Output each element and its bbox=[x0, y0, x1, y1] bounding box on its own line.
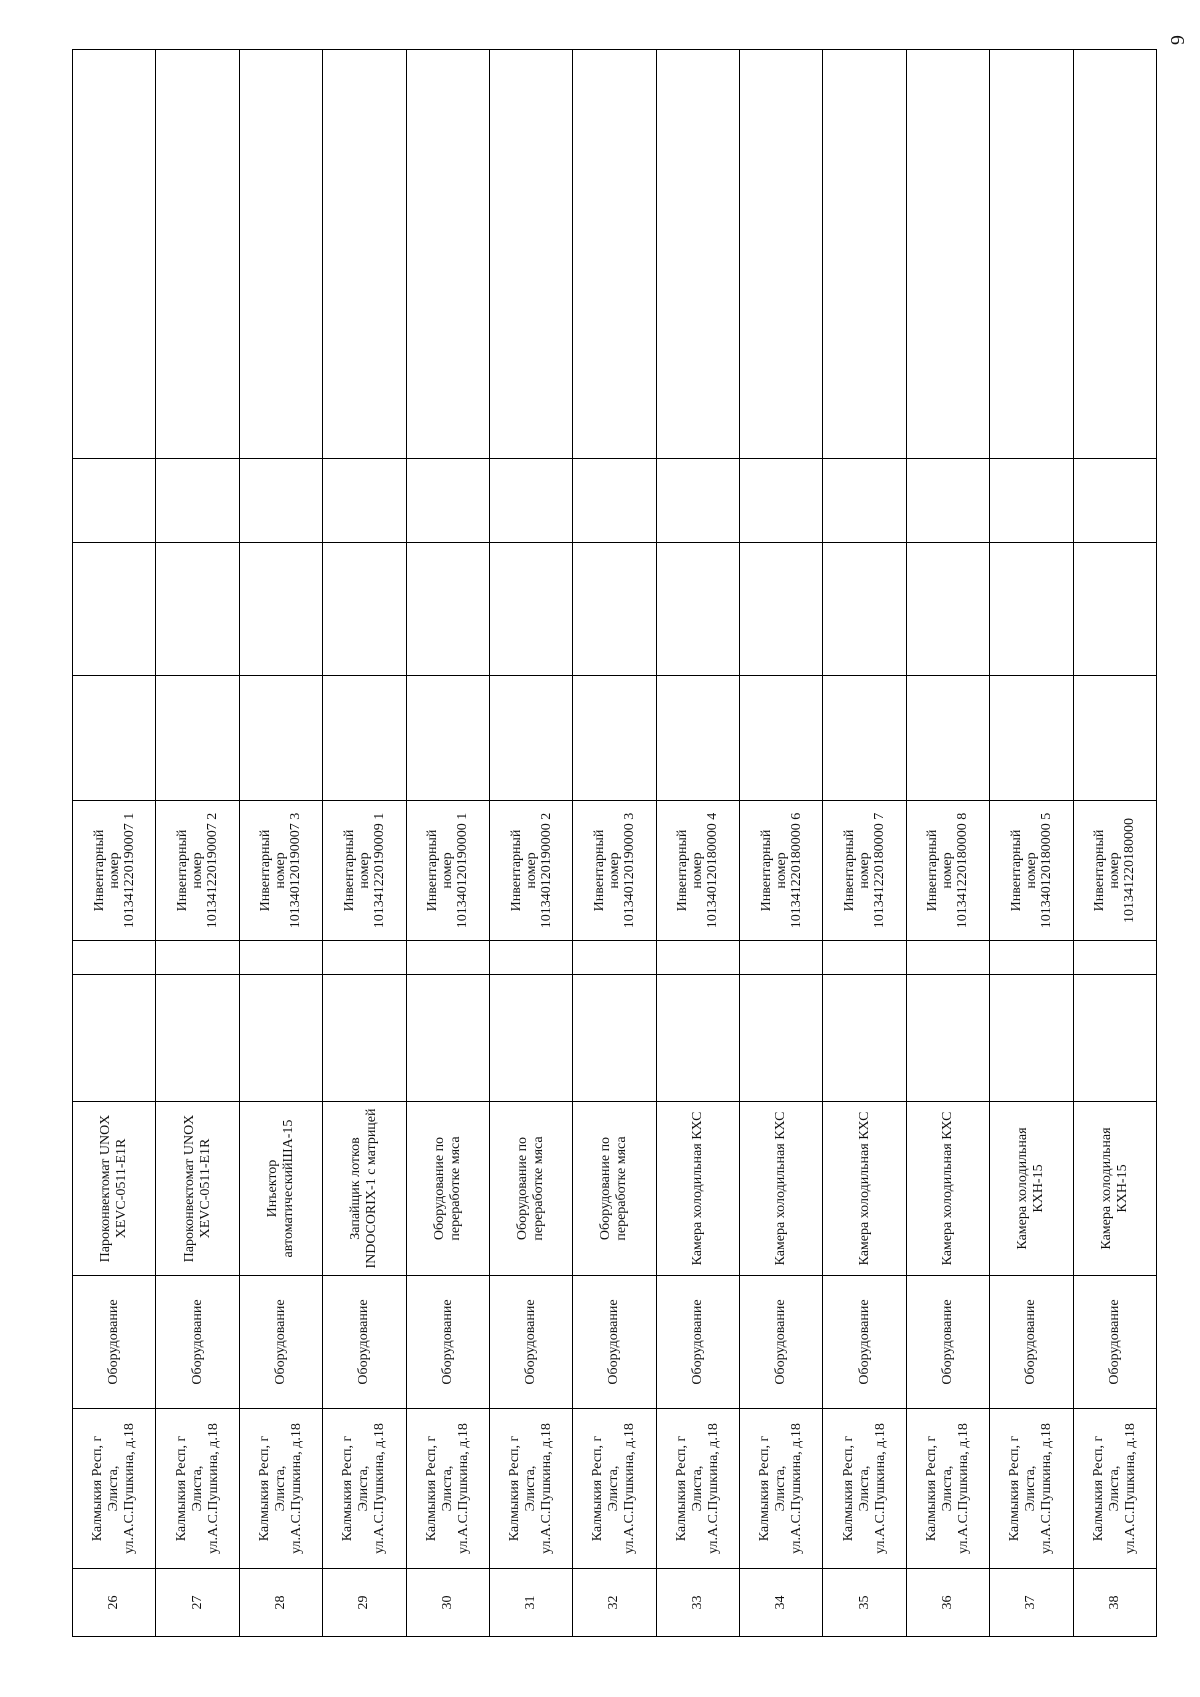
empty-cell bbox=[406, 975, 489, 1102]
empty-cell bbox=[823, 543, 906, 676]
empty-cell bbox=[489, 543, 572, 676]
row-number: 28 bbox=[272, 1595, 288, 1610]
inventory-code: 101341220190009 1 bbox=[371, 812, 387, 929]
empty-cell bbox=[906, 975, 989, 1102]
empty-cell bbox=[1073, 50, 1157, 459]
asset-name-cell bbox=[73, 1102, 156, 1276]
address-line-street: ул.А.С.Пушкина, д.18 bbox=[455, 1423, 471, 1554]
inventory-word: номер bbox=[857, 852, 873, 889]
address-line-city: Элиста, bbox=[1106, 1465, 1122, 1512]
asset-name: Камера холодильная КХН-15 bbox=[1098, 1127, 1130, 1250]
empty-cell bbox=[990, 676, 1073, 801]
table-body bbox=[73, 50, 1157, 1637]
inventory-number-cell bbox=[740, 801, 823, 941]
table-row bbox=[239, 50, 322, 1637]
inventory-number-cell bbox=[323, 801, 406, 941]
asset-type: Оборудование bbox=[856, 1299, 872, 1385]
address-line-region: Калмыкия Респ, г bbox=[590, 1435, 606, 1542]
empty-cell bbox=[323, 676, 406, 801]
inventory-word: номер bbox=[440, 852, 456, 889]
address-line-city: Элиста, bbox=[773, 1465, 789, 1512]
empty-cell bbox=[406, 459, 489, 543]
row-number: 33 bbox=[689, 1595, 705, 1610]
table-row bbox=[906, 50, 989, 1637]
row-number: 32 bbox=[606, 1595, 622, 1610]
address-cell bbox=[1073, 1409, 1157, 1569]
empty-cell bbox=[656, 975, 739, 1102]
address-cell bbox=[73, 1409, 156, 1569]
address-line-city: Элиста, bbox=[106, 1465, 122, 1512]
row-number-cell bbox=[1073, 1569, 1157, 1637]
empty-cell bbox=[73, 941, 156, 975]
inventory-label: Инвентарный bbox=[91, 829, 107, 912]
empty-cell bbox=[156, 543, 239, 676]
table-row bbox=[990, 50, 1073, 1637]
empty-cell bbox=[489, 941, 572, 975]
empty-cell bbox=[239, 975, 322, 1102]
address-line-region: Калмыкия Респ, г bbox=[923, 1435, 939, 1542]
inventory-word: номер bbox=[1107, 852, 1123, 889]
asset-type: Оборудование bbox=[606, 1299, 622, 1385]
row-number-cell bbox=[990, 1569, 1073, 1637]
inventory-number-cell bbox=[73, 801, 156, 941]
row-number-cell bbox=[823, 1569, 906, 1637]
asset-name: Инъектор автоматическийША-15 bbox=[264, 1119, 296, 1258]
address-line-city: Элиста, bbox=[856, 1465, 872, 1512]
address-line-region: Калмыкия Респ, г bbox=[757, 1435, 773, 1542]
empty-cell bbox=[406, 941, 489, 975]
inventory-number-cell bbox=[239, 801, 322, 941]
table-row bbox=[823, 50, 906, 1637]
asset-name: Оборудование по переработке мяса bbox=[598, 1136, 630, 1241]
inventory-number-cell bbox=[406, 801, 489, 941]
address-line-region: Калмыкия Респ, г bbox=[423, 1435, 439, 1542]
asset-type: Оборудование bbox=[523, 1299, 539, 1385]
empty-cell bbox=[823, 941, 906, 975]
table-row bbox=[73, 50, 156, 1637]
inventory-label: Инвентарный bbox=[842, 829, 858, 912]
asset-type-cell bbox=[1073, 1276, 1157, 1409]
address-line-street: ул.А.С.Пушкина, д.18 bbox=[1122, 1423, 1138, 1554]
table-row bbox=[573, 50, 656, 1637]
address-cell bbox=[573, 1409, 656, 1569]
asset-type-cell bbox=[740, 1276, 823, 1409]
empty-cell bbox=[573, 50, 656, 459]
inventory-word: номер bbox=[606, 852, 622, 889]
table-row bbox=[656, 50, 739, 1637]
address-line-region: Калмыкия Респ, г bbox=[507, 1435, 523, 1542]
row-number-cell bbox=[906, 1569, 989, 1637]
inventory-code: 101341220180000 8 bbox=[955, 812, 971, 929]
asset-type-cell bbox=[990, 1276, 1073, 1409]
asset-name: Камера холодильная КХС bbox=[856, 1111, 872, 1266]
inventory-table bbox=[72, 49, 1157, 1637]
address-line-city: Элиста, bbox=[1023, 1465, 1039, 1512]
inventory-word: номер bbox=[773, 852, 789, 889]
asset-name: Пароконвектомат UNOX XEVC-0511-E1R bbox=[98, 1114, 130, 1263]
empty-cell bbox=[906, 676, 989, 801]
inventory-word: номер bbox=[273, 852, 289, 889]
empty-cell bbox=[740, 459, 823, 543]
address-cell bbox=[906, 1409, 989, 1569]
empty-cell bbox=[740, 941, 823, 975]
empty-cell bbox=[406, 676, 489, 801]
address-line-city: Элиста, bbox=[606, 1465, 622, 1512]
inventory-label: Инвентарный bbox=[675, 829, 691, 912]
empty-cell bbox=[323, 459, 406, 543]
inventory-code: 101341220190007 2 bbox=[205, 812, 221, 929]
address-line-region: Калмыкия Респ, г bbox=[256, 1435, 272, 1542]
asset-type-cell bbox=[73, 1276, 156, 1409]
asset-name-cell bbox=[823, 1102, 906, 1276]
empty-cell bbox=[156, 50, 239, 459]
address-line-region: Калмыкия Респ, г bbox=[90, 1435, 106, 1542]
asset-name: Камера холодильная КХН-15 bbox=[1015, 1127, 1047, 1250]
empty-cell bbox=[656, 459, 739, 543]
address-line-city: Элиста, bbox=[523, 1465, 539, 1512]
row-number-cell bbox=[156, 1569, 239, 1637]
address-line-street: ул.А.С.Пушкина, д.18 bbox=[288, 1423, 304, 1554]
empty-cell bbox=[573, 459, 656, 543]
row-number-cell bbox=[406, 1569, 489, 1637]
empty-cell bbox=[656, 676, 739, 801]
asset-type: Оборудование bbox=[773, 1299, 789, 1385]
inventory-number-cell bbox=[156, 801, 239, 941]
empty-cell bbox=[656, 941, 739, 975]
asset-type-cell bbox=[406, 1276, 489, 1409]
address-line-street: ул.А.С.Пушкина, д.18 bbox=[205, 1423, 221, 1554]
empty-cell bbox=[406, 50, 489, 459]
empty-cell bbox=[823, 676, 906, 801]
empty-cell bbox=[1073, 676, 1157, 801]
inventory-code: 101341220180000 6 bbox=[788, 812, 804, 929]
address-cell bbox=[156, 1409, 239, 1569]
address-line-region: Калмыкия Респ, г bbox=[173, 1435, 189, 1542]
empty-cell bbox=[740, 975, 823, 1102]
address-line-city: Элиста, bbox=[272, 1465, 288, 1512]
empty-cell bbox=[573, 676, 656, 801]
inventory-label: Инвентарный bbox=[758, 829, 774, 912]
address-line-city: Элиста, bbox=[439, 1465, 455, 1512]
inventory-number-cell bbox=[906, 801, 989, 941]
address-cell bbox=[489, 1409, 572, 1569]
empty-cell bbox=[239, 50, 322, 459]
row-number-cell bbox=[740, 1569, 823, 1637]
asset-name-cell bbox=[906, 1102, 989, 1276]
row-number: 30 bbox=[439, 1595, 455, 1610]
empty-cell bbox=[73, 975, 156, 1102]
empty-cell bbox=[73, 50, 156, 459]
empty-cell bbox=[823, 459, 906, 543]
inventory-label: Инвентарный bbox=[341, 829, 357, 912]
address-line-city: Элиста, bbox=[189, 1465, 205, 1512]
empty-cell bbox=[156, 941, 239, 975]
empty-cell bbox=[573, 543, 656, 676]
address-line-city: Элиста, bbox=[356, 1465, 372, 1512]
empty-cell bbox=[323, 543, 406, 676]
row-number: 35 bbox=[856, 1595, 872, 1610]
inventory-code: 101340120190000 3 bbox=[621, 812, 637, 929]
asset-type-cell bbox=[239, 1276, 322, 1409]
empty-cell bbox=[406, 543, 489, 676]
asset-type: Оборудование bbox=[106, 1299, 122, 1385]
empty-cell bbox=[990, 50, 1073, 459]
empty-cell bbox=[489, 459, 572, 543]
asset-name: Камера холодильная КХС bbox=[939, 1111, 955, 1266]
inventory-code: 101340120180000 4 bbox=[705, 812, 721, 929]
empty-cell bbox=[990, 459, 1073, 543]
inventory-table-frame bbox=[72, 50, 1157, 1637]
asset-name-cell bbox=[323, 1102, 406, 1276]
address-line-region: Калмыкия Респ, г bbox=[1090, 1435, 1106, 1542]
empty-cell bbox=[906, 459, 989, 543]
address-line-street: ул.А.С.Пушкина, д.18 bbox=[872, 1423, 888, 1554]
address-cell bbox=[656, 1409, 739, 1569]
address-line-street: ул.А.С.Пушкина, д.18 bbox=[622, 1423, 638, 1554]
inventory-label: Инвентарный bbox=[175, 829, 191, 912]
inventory-label: Инвентарный bbox=[925, 829, 941, 912]
address-line-region: Калмыкия Респ, г bbox=[840, 1435, 856, 1542]
asset-name: Запайщик лотков INDOCORIX-1 с матрицей bbox=[348, 1108, 380, 1269]
asset-type-cell bbox=[906, 1276, 989, 1409]
asset-name: Пароконвектомат UNOX XEVC-0511-E1R bbox=[181, 1114, 213, 1263]
address-cell bbox=[740, 1409, 823, 1569]
row-number-cell bbox=[73, 1569, 156, 1637]
rotated-table-container bbox=[72, 50, 1157, 1637]
empty-cell bbox=[1073, 975, 1157, 1102]
empty-cell bbox=[906, 941, 989, 975]
inventory-label: Инвентарный bbox=[258, 829, 274, 912]
address-line-street: ул.А.С.Пушкина, д.18 bbox=[122, 1423, 138, 1554]
inventory-word: номер bbox=[190, 852, 206, 889]
empty-cell bbox=[990, 975, 1073, 1102]
asset-name-cell bbox=[489, 1102, 572, 1276]
empty-cell bbox=[489, 50, 572, 459]
inventory-code: 101341220180000 bbox=[1122, 818, 1138, 923]
empty-cell bbox=[323, 941, 406, 975]
inventory-number-cell bbox=[656, 801, 739, 941]
inventory-label: Инвентарный bbox=[425, 829, 441, 912]
row-number: 26 bbox=[106, 1595, 122, 1610]
empty-cell bbox=[906, 543, 989, 676]
asset-type: Оборудование bbox=[689, 1299, 705, 1385]
address-line-city: Элиста, bbox=[939, 1465, 955, 1512]
table-row bbox=[1073, 50, 1157, 1637]
address-line-street: ул.А.С.Пушкина, д.18 bbox=[372, 1423, 388, 1554]
empty-cell bbox=[573, 941, 656, 975]
empty-cell bbox=[740, 543, 823, 676]
empty-cell bbox=[823, 975, 906, 1102]
asset-type-cell bbox=[489, 1276, 572, 1409]
inventory-number-cell bbox=[823, 801, 906, 941]
empty-cell bbox=[323, 50, 406, 459]
row-number-cell bbox=[323, 1569, 406, 1637]
table-row bbox=[489, 50, 572, 1637]
asset-type: Оборудование bbox=[189, 1299, 205, 1385]
empty-cell bbox=[990, 941, 1073, 975]
empty-cell bbox=[239, 459, 322, 543]
empty-cell bbox=[156, 676, 239, 801]
table-row bbox=[406, 50, 489, 1637]
inventory-number-cell bbox=[990, 801, 1073, 941]
table-row bbox=[740, 50, 823, 1637]
empty-cell bbox=[489, 975, 572, 1102]
row-number-cell bbox=[573, 1569, 656, 1637]
asset-name-cell bbox=[573, 1102, 656, 1276]
asset-type-cell bbox=[656, 1276, 739, 1409]
empty-cell bbox=[156, 975, 239, 1102]
row-number: 29 bbox=[356, 1595, 372, 1610]
inventory-number-cell bbox=[573, 801, 656, 941]
inventory-word: номер bbox=[1023, 852, 1039, 889]
inventory-label: Инвентарный bbox=[1092, 829, 1108, 912]
asset-name: Оборудование по переработке мяса bbox=[431, 1136, 463, 1241]
asset-type: Оборудование bbox=[356, 1299, 372, 1385]
address-line-street: ул.А.С.Пушкина, д.18 bbox=[955, 1423, 971, 1554]
address-cell bbox=[323, 1409, 406, 1569]
asset-type: Оборудование bbox=[272, 1299, 288, 1385]
empty-cell bbox=[156, 459, 239, 543]
inventory-code: 101341220180000 7 bbox=[872, 812, 888, 929]
empty-cell bbox=[489, 676, 572, 801]
address-line-region: Калмыкия Респ, г bbox=[340, 1435, 356, 1542]
empty-cell bbox=[656, 543, 739, 676]
address-line-street: ул.А.С.Пушкина, д.18 bbox=[789, 1423, 805, 1554]
empty-cell bbox=[73, 676, 156, 801]
asset-type: Оборудование bbox=[1023, 1299, 1039, 1385]
empty-cell bbox=[239, 941, 322, 975]
inventory-word: номер bbox=[940, 852, 956, 889]
inventory-label: Инвентарный bbox=[508, 829, 524, 912]
empty-cell bbox=[1073, 941, 1157, 975]
inventory-number-cell bbox=[1073, 801, 1157, 941]
inventory-code: 101340120190000 1 bbox=[455, 812, 471, 929]
address-line-street: ул.А.С.Пушкина, д.18 bbox=[705, 1423, 721, 1554]
inventory-code: 101340120190007 3 bbox=[288, 812, 304, 929]
empty-cell bbox=[239, 543, 322, 676]
address-line-city: Элиста, bbox=[689, 1465, 705, 1512]
row-number: 36 bbox=[939, 1595, 955, 1610]
asset-name-cell bbox=[740, 1102, 823, 1276]
asset-type-cell bbox=[156, 1276, 239, 1409]
asset-name-cell bbox=[156, 1102, 239, 1276]
asset-name: Камера холодильная КХС bbox=[689, 1111, 705, 1266]
address-line-street: ул.А.С.Пушкина, д.18 bbox=[1039, 1423, 1055, 1554]
empty-cell bbox=[73, 459, 156, 543]
empty-cell bbox=[656, 50, 739, 459]
table-row bbox=[156, 50, 239, 1637]
asset-name: Оборудование по переработке мяса bbox=[515, 1136, 547, 1241]
row-number-cell bbox=[489, 1569, 572, 1637]
row-number: 38 bbox=[1106, 1595, 1122, 1610]
empty-cell bbox=[740, 50, 823, 459]
address-cell bbox=[990, 1409, 1073, 1569]
inventory-word: номер bbox=[106, 852, 122, 889]
row-number: 37 bbox=[1023, 1595, 1039, 1610]
empty-cell bbox=[323, 975, 406, 1102]
address-cell bbox=[823, 1409, 906, 1569]
row-number: 27 bbox=[189, 1595, 205, 1610]
inventory-code: 101340120180000 5 bbox=[1038, 812, 1054, 929]
inventory-label: Инвентарный bbox=[591, 829, 607, 912]
inventory-code: 101340120190000 2 bbox=[538, 812, 554, 929]
inventory-word: номер bbox=[523, 852, 539, 889]
asset-type-cell bbox=[823, 1276, 906, 1409]
empty-cell bbox=[73, 543, 156, 676]
empty-cell bbox=[1073, 459, 1157, 543]
asset-name: Камера холодильная КХС bbox=[773, 1111, 789, 1266]
asset-type: Оборудование bbox=[939, 1299, 955, 1385]
asset-name-cell bbox=[239, 1102, 322, 1276]
asset-type-cell bbox=[573, 1276, 656, 1409]
empty-cell bbox=[1073, 543, 1157, 676]
inventory-label: Инвентарный bbox=[1008, 829, 1024, 912]
inventory-code: 101341220190007 1 bbox=[121, 812, 137, 929]
inventory-word: номер bbox=[356, 852, 372, 889]
empty-cell bbox=[239, 676, 322, 801]
address-line-region: Калмыкия Респ, г bbox=[1007, 1435, 1023, 1542]
table-row bbox=[323, 50, 406, 1637]
row-number-cell bbox=[239, 1569, 322, 1637]
asset-type: Оборудование bbox=[439, 1299, 455, 1385]
empty-cell bbox=[906, 50, 989, 459]
address-line-region: Калмыкия Респ, г bbox=[673, 1435, 689, 1542]
empty-cell bbox=[573, 975, 656, 1102]
asset-name-cell bbox=[656, 1102, 739, 1276]
asset-name-cell bbox=[1073, 1102, 1157, 1276]
address-cell bbox=[406, 1409, 489, 1569]
asset-type: Оборудование bbox=[1106, 1299, 1122, 1385]
row-number: 34 bbox=[773, 1595, 789, 1610]
empty-cell bbox=[990, 543, 1073, 676]
page-number: 6 bbox=[1166, 35, 1188, 45]
row-number-cell bbox=[656, 1569, 739, 1637]
empty-cell bbox=[823, 50, 906, 459]
asset-type-cell bbox=[323, 1276, 406, 1409]
empty-cell bbox=[740, 676, 823, 801]
inventory-number-cell bbox=[489, 801, 572, 941]
asset-name-cell bbox=[990, 1102, 1073, 1276]
address-cell bbox=[239, 1409, 322, 1569]
inventory-word: номер bbox=[690, 852, 706, 889]
row-number: 31 bbox=[523, 1595, 539, 1610]
address-line-street: ул.А.С.Пушкина, д.18 bbox=[539, 1423, 555, 1554]
asset-name-cell bbox=[406, 1102, 489, 1276]
